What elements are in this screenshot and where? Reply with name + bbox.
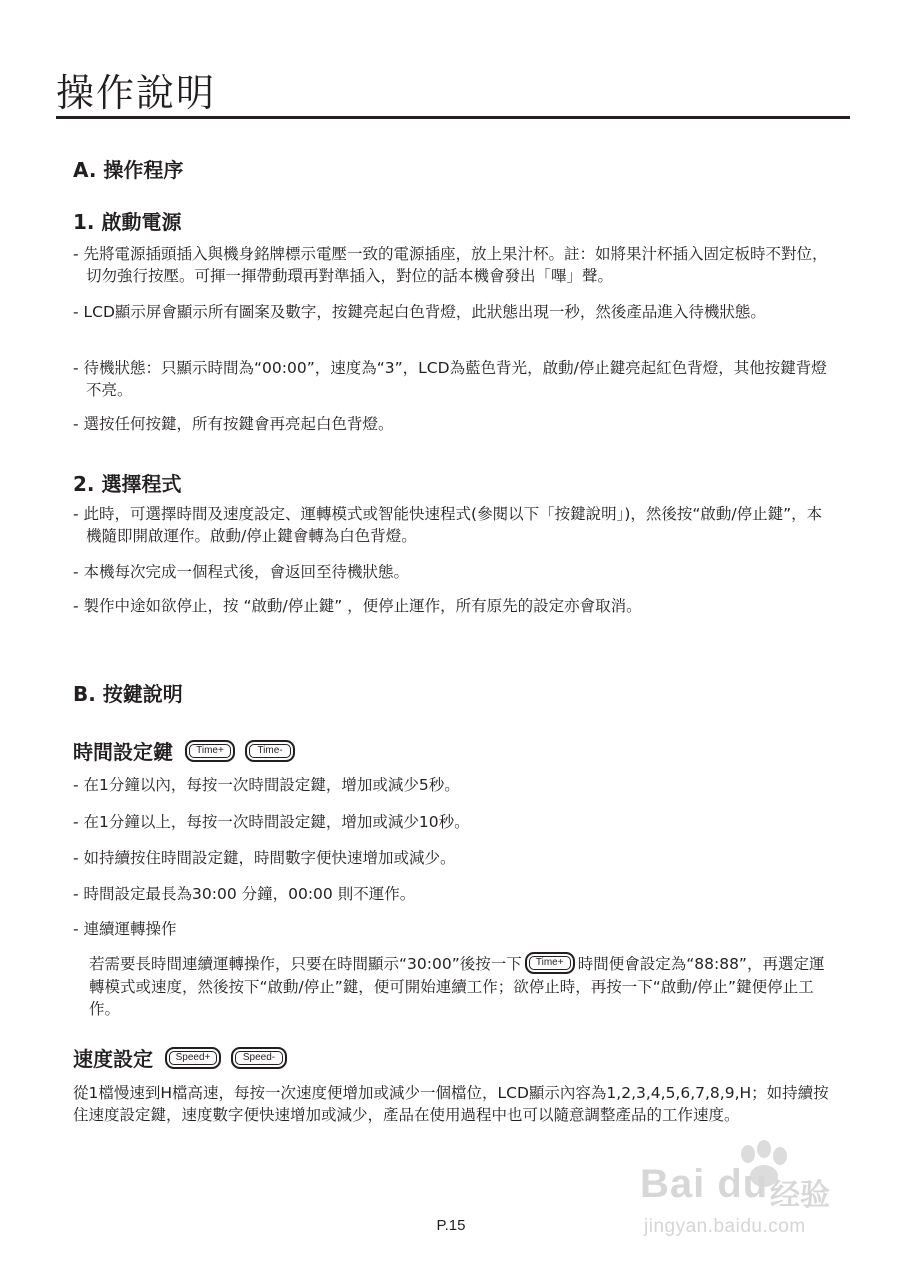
time-plus-key-icon: Time+ [185, 740, 235, 762]
sub1-bullet: - 先將電源插頭插入與機身銘牌標示電壓一致的電源插座，放上果汁杯。註：如將果汁杯插入固定板時不對位，切勿強行按壓。可揮一揮帶動環再對準插入，對位的話本機會發出「嗶」聲。 [73, 245, 828, 285]
time-key-heading [73, 736, 295, 765]
section-a-heading: A. 操作程序 [73, 158, 184, 182]
speed-key-heading [73, 1043, 287, 1072]
continuous-operation-text [89, 953, 831, 1020]
page-title: 操作說明 [56, 71, 217, 115]
time-bullet: - 在1分鐘以上，每按一次時間設定鍵，增加或減少10秒。 [73, 813, 470, 831]
sub2-bullet: - 製作中途如欲停止，按 “啟動/停止鍵” ，便停止運作，所有原先的設定亦會取消。 [73, 597, 642, 615]
continuous-text-pre: 若需要長時間連續運轉操作，只要在時間顯示“30:00”後按一下 [89, 955, 522, 973]
watermark-url: jingyan.baidu.com [644, 1216, 806, 1237]
sub2-bullet: - 本機每次完成一個程式後，會返回至待機狀態。 [73, 563, 410, 581]
time-bullet: - 在1分鐘以內，每按一次時間設定鍵，增加或減少5秒。 [73, 776, 460, 794]
time-plus-inline-key-icon: Time+ [525, 952, 575, 974]
speed-key-title: 速度設定 [73, 1047, 153, 1071]
title-rule [56, 116, 850, 119]
section-b-heading: B. 按鍵說明 [73, 682, 183, 706]
sub2-bullet: - 此時，可選擇時間及速度設定、運轉模式或智能快速程式(參閱以下「按鍵說明」)，然後按“啟動/停止鍵”，本機隨即開啟運作。啟動/停止鍵會轉為白色背燈。 [73, 505, 823, 545]
time-bullet: - 如持續按住時間設定鍵，時間數字便快速增加或減少。 [73, 849, 456, 867]
time-minus-key-icon: Time- [245, 740, 295, 762]
time-bullet: - 時間設定最長為30:00 分鐘，00:00 則不運作。 [73, 885, 416, 903]
sub2-heading: 2. 選擇程式 [73, 472, 182, 496]
time-key-title: 時間設定鍵 [73, 740, 173, 764]
watermark-cn: 经验 [770, 1178, 830, 1213]
sub1-bullet: - LCD顯示屏會顯示所有圖案及數字，按鍵亮起白色背燈，此狀態出現一秒，然後產品進入待機狀態。 [73, 303, 766, 321]
sub1-heading: 1. 啟動電源 [73, 210, 182, 234]
speed-minus-key-icon: Speed- [231, 1047, 287, 1069]
continuous-text-post: 時間便會設定為“88:88”，再選定運轉模式或速度，然後按下“啟動/停止”鍵，便可開始連續工作；欲停止時，再按一下“啟動/停止”鍵便停止工作。 [89, 955, 825, 1018]
speed-key-text: 從1檔慢速到H檔高速，每按一次速度便增加或減少一個檔位，LCD顯示內容為1,2,3,4,5,6,7,8,9,H；如持續按住速度設定鍵，速度數字便快速增加或減少，產品在使用過程中也可以隨意調整產品的工作速度。 [73, 1084, 829, 1124]
watermark-logo: Bai du [640, 1162, 769, 1206]
speed-plus-key-icon: Speed+ [165, 1047, 221, 1069]
sub1-bullet: - 選按任何按鍵，所有按鍵會再亮起白色背燈。 [73, 415, 394, 433]
page-number: P.15 [436, 1217, 466, 1234]
sub1-bullet: - 待機狀態：只顯示時間為“00:00”，速度為“3”，LCD為藍色背光，啟動/停止鍵亮起紅色背燈，其他按鍵背燈不亮。 [73, 359, 827, 399]
time-bullet: - 連續運轉操作 [73, 920, 177, 938]
